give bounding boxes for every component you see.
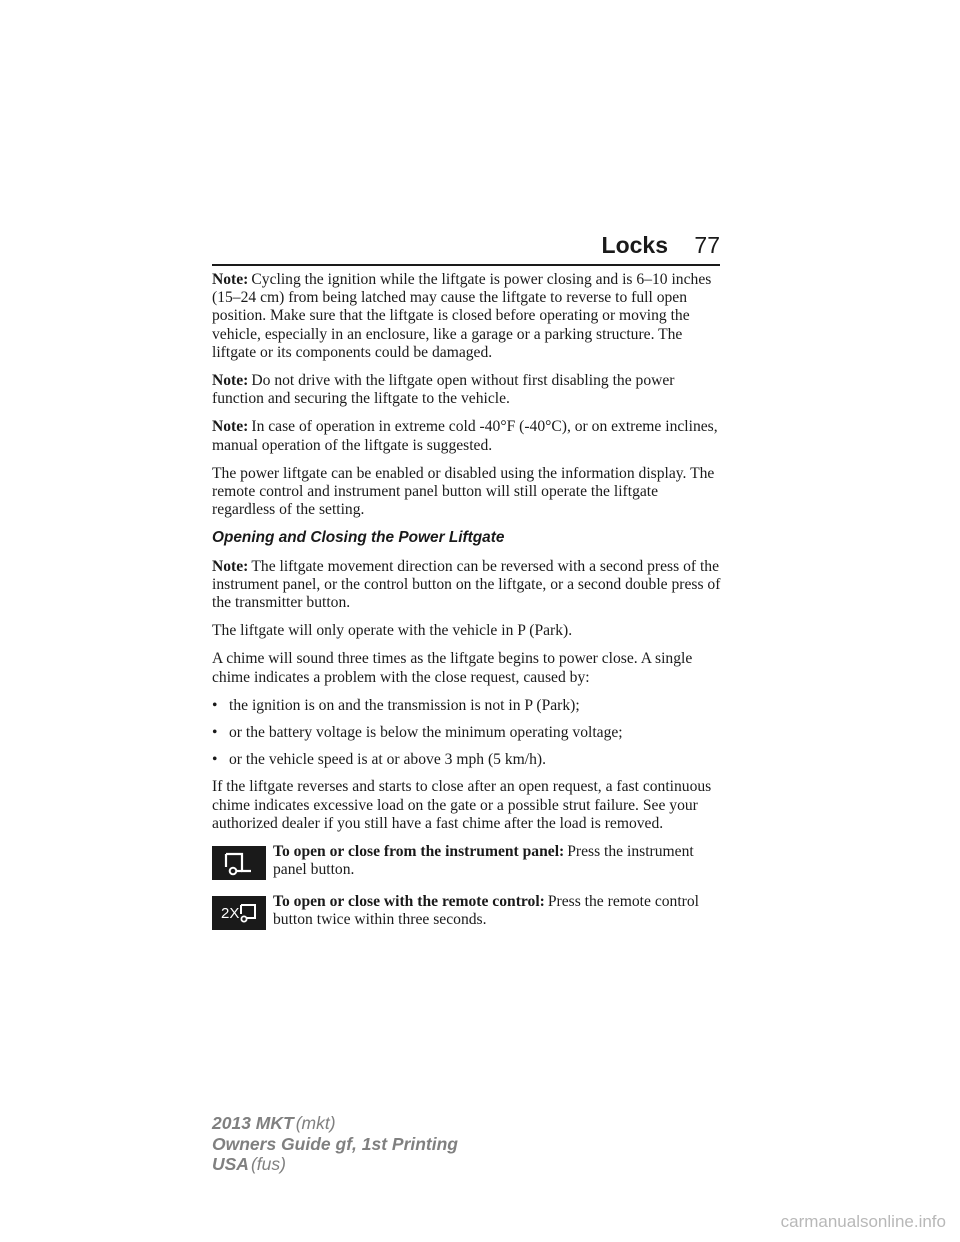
footer-line: [212, 1113, 458, 1134]
footer-line: [212, 1154, 458, 1175]
note-paragraph: [212, 271, 724, 362]
instruction-row: [212, 893, 724, 931]
section-heading: Opening and Closing the Power Liftgate: [212, 529, 505, 547]
note-label: Note:: [212, 372, 249, 390]
page-body: [212, 271, 724, 943]
header-divider: [212, 264, 720, 266]
body-paragraph: If the liftgate reverses and starts to close after an open request, a fast continuous chime indicates excessive load on the gate or a possible strut failure. See your authorized dealer if you still have a fast chime after the load is removed.: [212, 778, 712, 832]
footer-market: USA: [212, 1154, 249, 1174]
bullet-icon: •: [212, 751, 218, 769]
footer-model-code: (mkt): [295, 1113, 336, 1133]
list-item: [212, 751, 724, 769]
note-text: Cycling the ignition while the liftgate is power closing and is 6–10 inches (15–24 cm) from being latched may cause the liftgate to reverse to full open position. Make sure that the liftgate is closed before operating or moving the vehicle, especially in an enclosure, like a garage or a parking structure. The liftgate or its components could be damaged.: [212, 271, 712, 361]
body-paragraph: The liftgate will only operate with the vehicle in P (Park).: [212, 622, 573, 640]
watermark: carmanualsonline.info: [780, 1212, 946, 1231]
note-paragraph: [212, 558, 724, 613]
note-text: The liftgate movement direction can be reversed with a second press of the instrument panel, or the control button on the liftgate, or a second double press of the transmitter button.: [212, 557, 721, 612]
instruction-row: [212, 843, 724, 881]
footer-guide: Owners Guide gf, 1st Printing: [212, 1133, 458, 1154]
list-item-text: or the battery voltage is below the minimum operating voltage;: [229, 724, 623, 742]
icon-2x-label: 2X: [221, 905, 240, 923]
note-paragraph: [212, 418, 724, 454]
list-item: [212, 697, 724, 715]
page-title: Locks: [601, 232, 668, 258]
instruction-title: To open or close from the instrument panel:: [273, 843, 565, 861]
list-item-text: the ignition is on and the transmission is not in P (Park);: [229, 696, 580, 714]
page-number: 77: [694, 232, 720, 258]
instruction-text: [273, 843, 724, 879]
bullet-icon: •: [212, 724, 218, 742]
instruction-body: Press the remote control button twice within three seconds.: [273, 893, 699, 929]
instruction-body: Press the instrument panel button.: [273, 843, 694, 879]
note-label: Note:: [212, 271, 249, 288]
body-paragraph: The power liftgate can be enabled or disabled using the information display. The remote control and instrument panel button will still operate the liftgate regardless of the setting.: [212, 464, 715, 519]
remote-liftgate-2x-icon: [212, 896, 266, 930]
instruction-title: To open or close with the remote control:: [273, 893, 545, 911]
list-item-text: or the vehicle speed is at or above 3 mph (5 km/h).: [229, 751, 546, 769]
bullet-icon: •: [212, 696, 218, 714]
note-text: In case of operation in extreme cold -40°F (-40°C), or on extreme inclines, manual operation of the liftgate is suggested.: [212, 418, 718, 454]
list-item: [212, 724, 724, 742]
note-text: Do not drive with the liftgate open without first disabling the power function and securing the liftgate to the vehicle.: [212, 372, 675, 408]
footer-model: 2013 MKT: [212, 1113, 294, 1133]
page-header: [212, 232, 720, 264]
liftgate-icon: [212, 846, 266, 880]
body-paragraph: A chime will sound three times as the liftgate begins to power close. A single chime indicates a problem with the close request, caused by:: [212, 650, 693, 686]
footer-market-code: (fus): [250, 1154, 286, 1174]
note-label: Note:: [212, 418, 249, 436]
note-paragraph: [212, 372, 724, 408]
footer-line: [212, 1134, 458, 1155]
page-footer: [212, 1113, 458, 1175]
note-label: Note:: [212, 557, 249, 575]
instruction-text: [273, 893, 724, 929]
